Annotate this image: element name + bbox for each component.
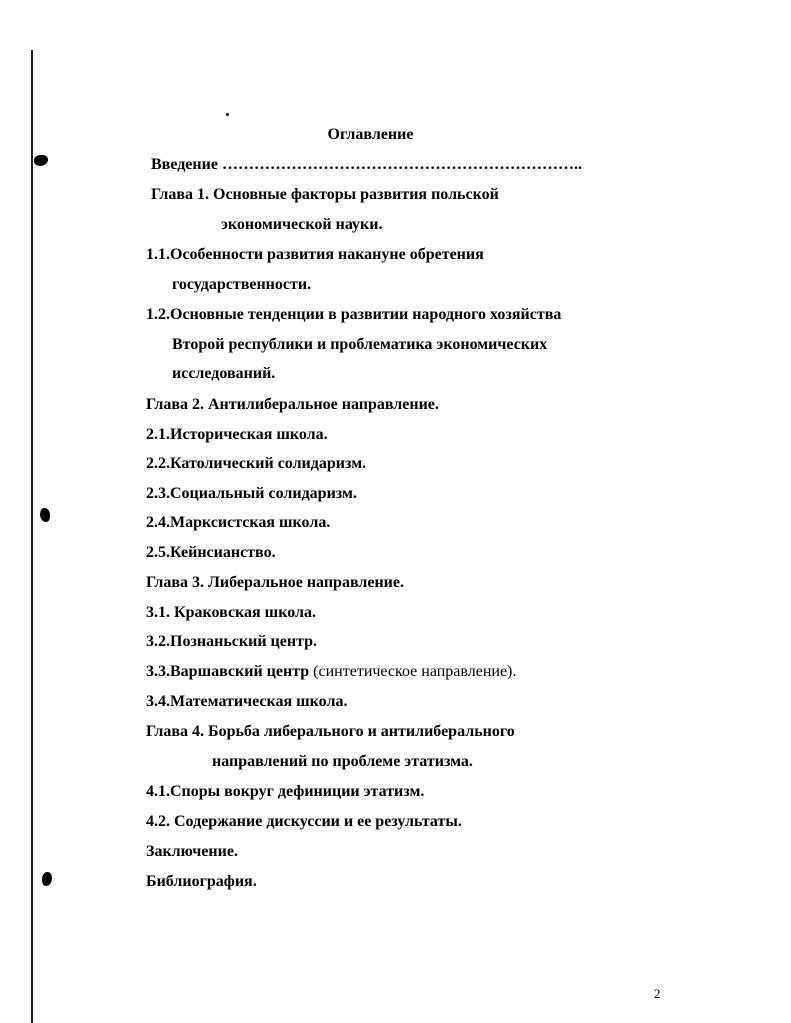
toc-entry-chapter-4: Глава 4. Борьба либерального и антилиберального [146,723,515,740]
toc-entry-3-3-note: (синтетическое направление). [309,663,517,680]
toc-entry-1-2-cont: Второй республики и проблематика экономических [172,336,548,353]
toc-entry-4-1: 4.1.Споры вокруг дефиниции этатизм. [146,783,425,800]
page-number: 2 [654,986,661,1001]
toc-entry-chapter-1-cont: экономической науки. [221,216,383,233]
hole-punch-mark-icon [42,872,52,886]
toc-entry-3-3 [146,662,516,682]
scan-speck [226,113,229,116]
toc-entry-chapter-4-cont: направлений по проблеме этатизма. [212,753,473,770]
toc-title: Оглавление [327,126,414,143]
hole-punch-mark-icon [34,155,48,166]
toc-entry-bibliography: Библиография. [146,873,257,890]
toc-entry-2-2: 2.2.Католический солидаризм. [146,455,367,472]
toc-entry-2-5: 2.5.Кейнсианство. [146,544,276,561]
toc-entry-3-1: 3.1. Краковская школа. [146,604,316,621]
toc-entry-2-3: 2.3.Социальный солидаризм. [146,485,357,502]
toc-entry-1-2: 1.2.Основные тенденции в развитии народного хозяйства [146,306,562,323]
toc-entry-1-1: 1.1.Особенности развития накануне обретения [146,246,484,263]
toc-entry-1-1-cont: государственности. [172,276,312,293]
hole-punch-mark-icon [40,508,50,522]
toc-entry-2-4: 2.4.Марксистская школа. [146,514,331,531]
toc-entry-intro: Введение ………………………………………………………….. [151,156,582,173]
toc-entry-2-1: 2.1.Историческая школа. [146,426,328,443]
toc-entry-3-3-title: 3.3.Варшавский центр [146,663,310,680]
toc-entry-chapter-3: Глава 3. Либеральное направление. [146,574,404,591]
toc-entry-conclusion: Заключение. [146,843,238,860]
toc-entry-4-2: 4.2. Содержание дискуссии и ее результаты. [146,813,462,830]
left-margin-line [31,50,33,1023]
toc-entry-chapter-2: Глава 2. Антилиберальное направление. [146,396,439,413]
toc-entry-3-2: 3.2.Познаньский центр. [146,633,318,650]
toc-entry-3-4: 3.4.Математическая школа. [146,693,348,710]
toc-entry-1-2-cont: исследований. [172,365,276,382]
toc-entry-chapter-1: Глава 1. Основные факторы развития польской [151,186,499,203]
